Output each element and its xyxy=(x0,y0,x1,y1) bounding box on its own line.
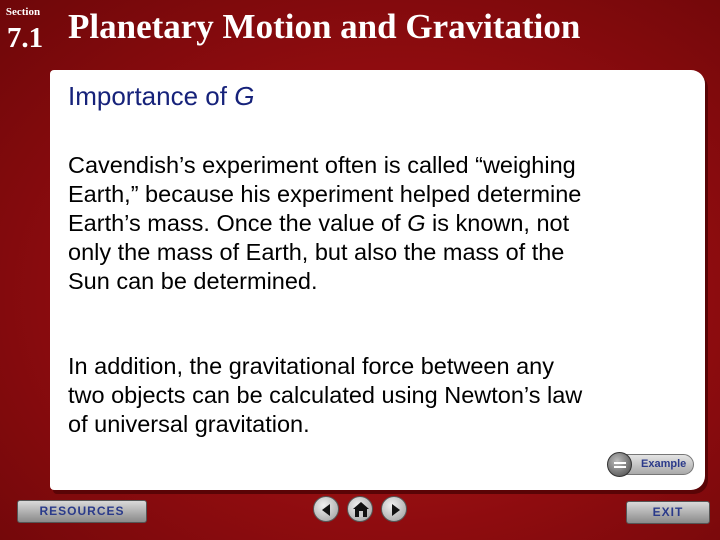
section-badge xyxy=(0,0,52,60)
panel-heading xyxy=(68,81,254,112)
bottom-navigation-bar xyxy=(0,495,720,540)
section-label: Section xyxy=(5,6,41,18)
paragraph-cavendish xyxy=(68,151,693,296)
resources-button[interactable]: RESOURCES xyxy=(17,500,147,523)
paragraph-line: only the mass of Earth, but also the mass of the xyxy=(68,239,565,265)
paragraph-line: Earth’s mass. Once the value of xyxy=(68,210,408,236)
paragraph-newton xyxy=(68,352,693,439)
panel-heading-text: Importance of xyxy=(68,81,235,111)
exit-button[interactable]: EXIT xyxy=(626,501,710,524)
next-arrow-icon xyxy=(382,497,408,523)
paragraph-line: Earth,” because his experiment helped determine xyxy=(68,181,582,207)
paragraph-line: of universal gravitation. xyxy=(68,411,310,437)
example-button-label: Example xyxy=(641,458,687,470)
next-button[interactable] xyxy=(381,496,407,522)
variable-g: G xyxy=(407,210,426,236)
paragraph-line: In addition, the gravitational force between any xyxy=(68,353,554,379)
example-button[interactable] xyxy=(610,454,694,475)
home-button[interactable] xyxy=(347,496,373,522)
home-icon xyxy=(348,497,374,523)
paragraph-line: is known, not xyxy=(425,210,570,236)
paragraph-line: two objects can be calculated using Newton’s law xyxy=(68,382,583,408)
previous-button[interactable] xyxy=(313,496,339,522)
content-panel xyxy=(50,70,705,490)
previous-arrow-icon xyxy=(314,497,340,523)
panel-heading-variable: G xyxy=(234,81,255,111)
paragraph-line: Sun can be determined. xyxy=(68,268,318,294)
paragraph-line: Cavendish’s experiment often is called “weighing xyxy=(68,152,576,178)
section-number: 7.1 xyxy=(6,22,44,54)
example-icon xyxy=(607,452,632,477)
slide-title: Planetary Motion and Gravitation xyxy=(68,7,581,46)
